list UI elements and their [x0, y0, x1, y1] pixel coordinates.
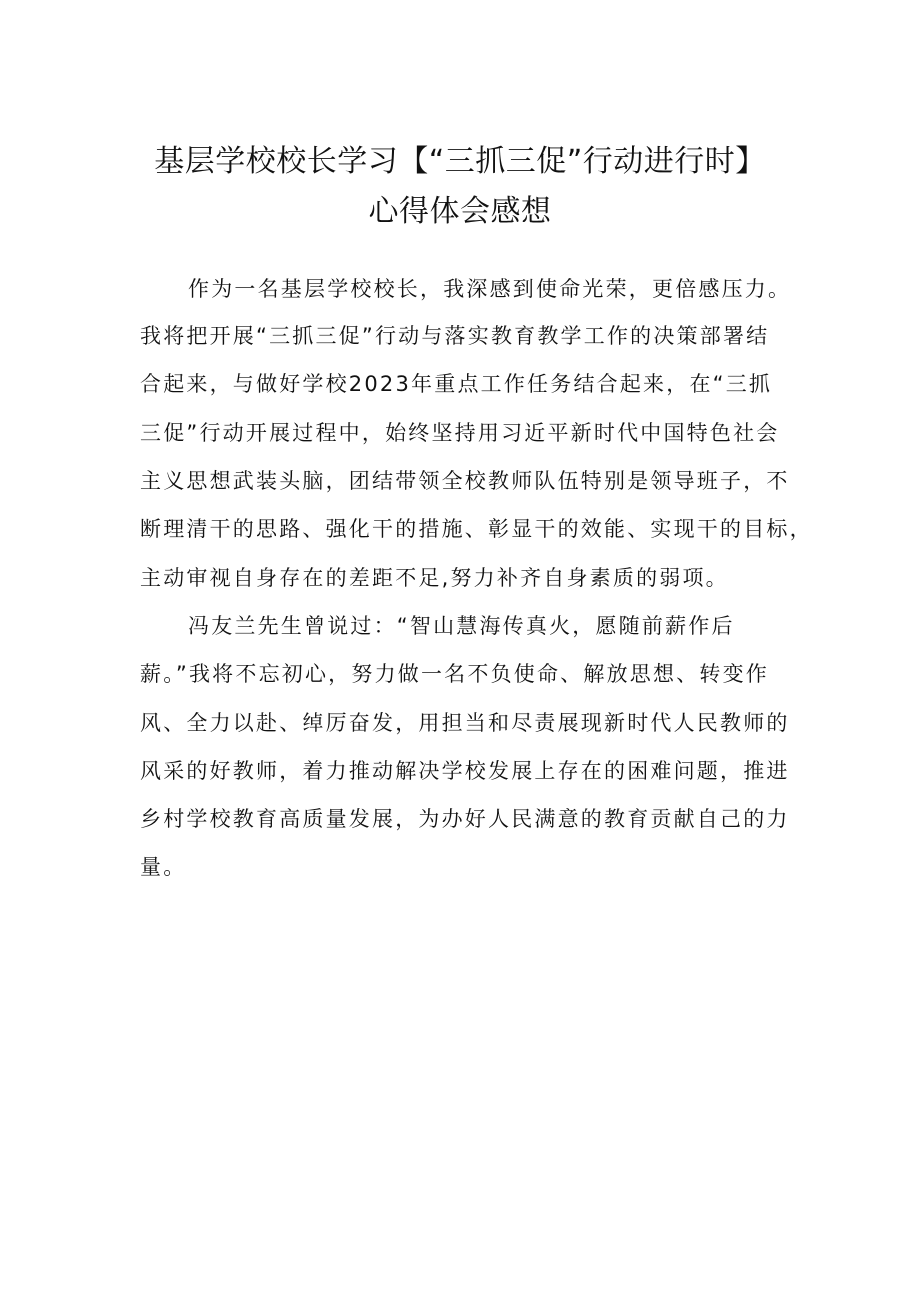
paragraph-1-line-7: 主动审视自身存在的差距不足,努力补齐自身素质的弱项。: [140, 566, 729, 590]
paragraph-1-line-3: 合起来，与做好学校2023年重点工作任务结合起来，在“三抓: [140, 372, 773, 396]
paragraph-1-line-2: 我将把开展“三抓三促”行动与落实教育教学工作的决策部署结: [140, 324, 770, 348]
paragraph-2-line-2: 薪。”我将不忘初心，努力做一名不负使命、解放思想、转变作: [140, 662, 769, 686]
document-title-line-1: 基层学校校长学习【“三抓三促”行动进行时】: [154, 144, 766, 179]
paragraph-2-line-5: 乡村学校教育高质量发展，为办好人民满意的教育贡献自己的力: [140, 807, 790, 831]
paragraph-2-line-4: 风采的好教师，着力推动解决学校发展上存在的困难问题，推进: [140, 759, 790, 783]
paragraph-2-line-6: 量。: [140, 855, 187, 879]
paragraph-2-line-1: 冯友兰先生曾说过：“智山慧海传真火，愿随前薪作后: [188, 614, 735, 638]
paragraph-1-line-5: 主义思想武装头脑，团结带领全校教师队伍特别是领导班子，不: [140, 469, 790, 493]
paragraph-1-line-4: 三促”行动开展过程中，始终坚持用习近平新时代中国特色社会: [140, 421, 780, 445]
paragraph-1-line-1: 作为一名基层学校校长，我深感到使命光荣，更倍感压力。: [188, 277, 792, 301]
paragraph-1-line-6: 断理清干的思路、强化干的措施、彰显干的效能、实现干的目标，: [140, 517, 813, 541]
paragraph-2-line-3: 风、全力以赴、绰厉奋发，用担当和尽责展现新时代人民教师的: [140, 711, 790, 735]
document-title-line-2: 心得体会感想: [368, 194, 552, 229]
